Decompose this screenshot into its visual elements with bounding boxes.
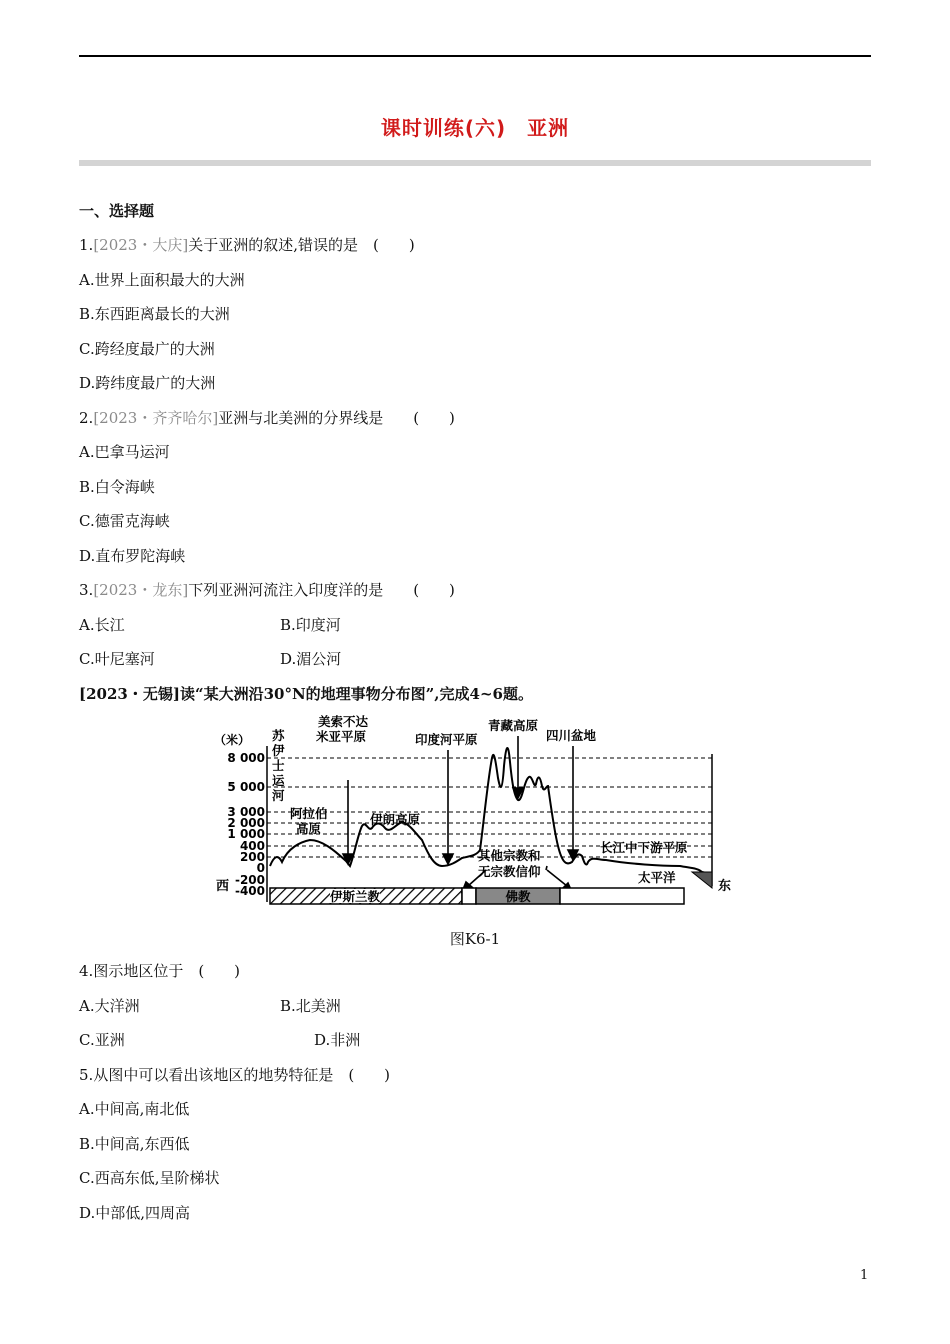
question-4-option-b: B.北美洲 <box>280 997 341 1015</box>
pacific-ocean-shape <box>692 872 712 888</box>
page-number: 1 <box>860 1268 869 1283</box>
question-1-option-b: B.东西距离最长的大洲 <box>79 305 230 323</box>
pacific-label: 太平洋 <box>638 870 676 885</box>
question-2-option-c: C.德雷克海峡 <box>79 512 170 530</box>
question-5-stem: 5.从图中可以看出该地区的地势特征是 ( ) <box>79 1066 391 1084</box>
y-tick: -200 <box>234 873 265 887</box>
question-3-option-a: A.长江 <box>79 616 125 634</box>
arabia-plateau-label-2: 高原 <box>296 821 322 836</box>
question-3-source: [2023・龙东] <box>93 581 189 599</box>
y-tick: 400 <box>239 839 265 853</box>
other-religion-band-east <box>560 888 684 904</box>
other-religion-band <box>462 888 476 904</box>
suez-canal-label: 苏伊士运河 <box>272 728 285 803</box>
sichuan-basin-label: 四川盆地 <box>546 728 597 743</box>
arabia-plateau-label-1: 阿拉伯 <box>290 806 328 821</box>
west-label: 西 <box>216 879 230 894</box>
other-religion-label-2: 无宗教信仰 <box>478 864 541 879</box>
y-tick: 2 000 <box>227 816 265 830</box>
title-divider <box>79 160 871 166</box>
y-tick: 200 <box>239 850 265 864</box>
question-2-stem: 2.[2023・齐齐哈尔]亚洲与北美洲的分界线是 ( ) <box>79 409 455 427</box>
question-2-option-b: B.白令海峡 <box>79 478 155 496</box>
section-heading: 一、选择题 <box>79 202 155 220</box>
group-intro: [2023・无锡]读“某大洲沿30°N的地理事物分布图”,完成4~6题。 <box>79 685 533 703</box>
question-4-option-d: D.非洲 <box>314 1031 361 1049</box>
yangtze-plain-label: 长江中下游平原 <box>600 840 688 855</box>
question-4-option-c: C.亚洲 <box>79 1031 125 1049</box>
question-4-stem: 4.图示地区位于 ( ) <box>79 962 241 980</box>
y-tick: 0 <box>256 861 265 875</box>
question-1-stem: 1.[2023・大庆]关于亚洲的叙述,错误的是 ( ) <box>79 236 415 254</box>
question-1-option-c: C.跨经度最广的大洲 <box>79 340 215 358</box>
other-religion-label-1: 其他宗教和 <box>478 848 541 863</box>
islam-label: 伊斯兰教 <box>329 889 381 904</box>
question-5-option-d: D.中部低,四周高 <box>79 1204 191 1222</box>
y-unit-label: （米） <box>213 733 250 747</box>
y-tick: 8 000 <box>227 751 265 765</box>
question-1-option-a: A.世界上面积最大的大洲 <box>79 271 245 289</box>
y-tick: 1 000 <box>227 827 265 841</box>
y-tick: 5 000 <box>227 780 265 794</box>
question-5-option-c: C.西高东低,呈阶梯状 <box>79 1169 220 1187</box>
question-3-option-d: D.湄公河 <box>280 650 342 668</box>
question-3-option-c: C.叶尼塞河 <box>79 650 155 668</box>
question-2-source: [2023・齐齐哈尔] <box>93 409 219 427</box>
question-5-option-b: B.中间高,东西低 <box>79 1135 190 1153</box>
question-3-option-b: B.印度河 <box>280 616 341 634</box>
question-2-option-a: A.巴拿马运河 <box>79 443 170 461</box>
question-4-option-a: A.大洋洲 <box>79 997 140 1015</box>
iran-plateau-label: 伊朗高原 <box>370 812 421 827</box>
question-1-source: [2023・大庆] <box>93 236 189 254</box>
figure-caption: 图K6-1 <box>449 930 501 948</box>
tibet-plateau-label: 青藏高原 <box>488 718 539 733</box>
top-rule <box>79 55 871 57</box>
question-1-option-d: D.跨纬度最广的大洲 <box>79 374 216 392</box>
question-2-option-d: D.直布罗陀海峡 <box>79 547 186 565</box>
buddhism-label: 佛教 <box>505 889 531 904</box>
question-5-option-a: A.中间高,南北低 <box>79 1100 190 1118</box>
page-title: 课时训练(六) 亚洲 <box>380 116 570 140</box>
y-tick: 3 000 <box>227 805 265 819</box>
terrain-profile-figure <box>210 706 750 916</box>
mesopotamia-label-1: 美索不达 <box>318 714 369 729</box>
question-3-stem: 3.[2023・龙东]下列亚洲河流注入印度洋的是 ( ) <box>79 581 455 599</box>
mesopotamia-label-2: 米亚平原 <box>316 729 367 744</box>
indus-plain-label: 印度河平原 <box>415 732 478 747</box>
y-tick: -400 <box>234 884 265 898</box>
east-label: 东 <box>718 879 732 894</box>
